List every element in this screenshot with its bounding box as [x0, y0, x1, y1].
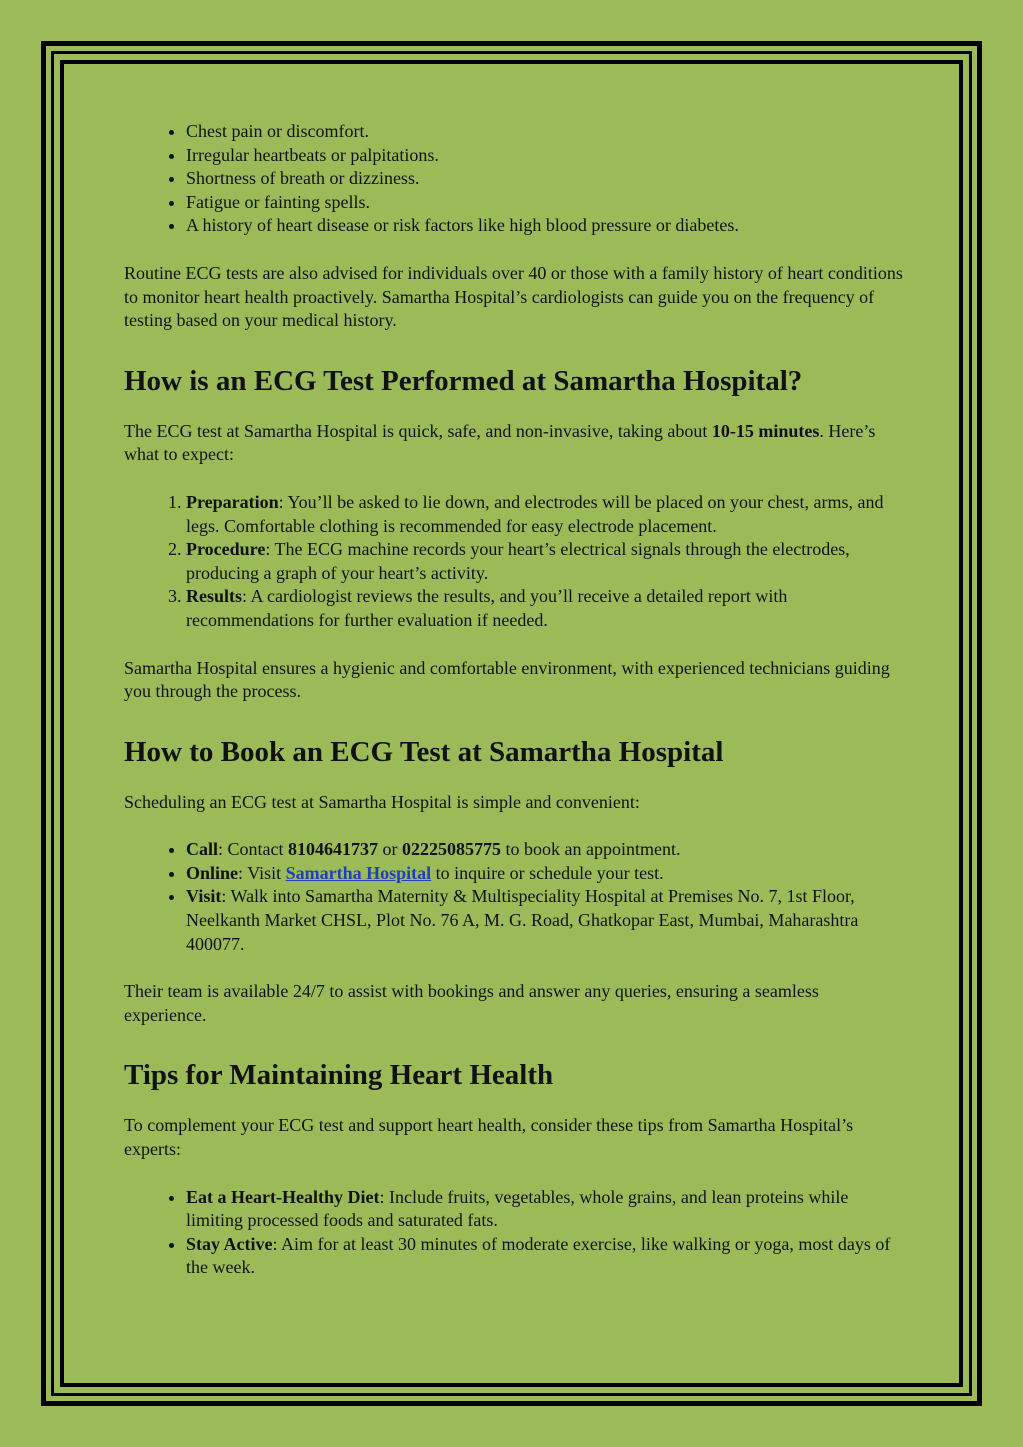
step-label: Results	[186, 586, 243, 607]
document-body	[124, 120, 904, 1280]
list-item	[186, 885, 904, 956]
phone-number-1: 8104641737	[288, 839, 379, 860]
call-label: Call	[186, 839, 219, 860]
online-label: Online	[186, 862, 239, 883]
routine-paragraph: Routine ECG tests are also advised for individuals over 40 or those with a family history of heart conditions to monitor heart health proactively. Samartha Hospital’s cardiologists can guide you on the frequency of testing based on your medical history.	[124, 262, 903, 331]
visit-text: : Walk into Samartha Maternity & Multispeciality Hospital at Premises No. 7, 1st Floor, Neelkanth Market CHSL, Plot No. 76 A, M. G. Road, Ghatkopar East, Mumbai, Maharashtra 400077.	[186, 886, 859, 954]
performed-intro-text: The ECG test at Samartha Hospital is quick, safe, and non-invasive, taking about	[124, 420, 712, 441]
step-label: Procedure	[186, 539, 266, 560]
list-item: • Chest pain or discomfort.	[186, 120, 904, 144]
book-closing: Their team is available 24/7 to assist with bookings and answer any queries, ensuring a seamless experience.	[124, 981, 819, 1025]
booking-list	[124, 838, 904, 956]
tip-label: Eat a Heart-Healthy Diet	[186, 1186, 380, 1207]
list-item: • Irregular heartbeats or palpitations.	[186, 144, 904, 168]
online-text: : Visit	[238, 862, 286, 883]
step-text: : You’ll be asked to lie down, and electrodes will be placed on your chest, arms, and legs. Comfortable clothing is recommended for easy electrode placement.	[186, 491, 884, 536]
list-item: • A history of heart disease or risk factors like high blood pressure or diabetes.	[186, 214, 904, 238]
call-tail: to book an appointment.	[501, 839, 681, 860]
tips-intro: To complement your ECG test and support heart health, consider these tips from Samartha Hospital’s experts:	[124, 1115, 854, 1160]
call-or: or	[378, 839, 403, 860]
step-text: : The ECG machine records your heart’s electrical signals through the electrodes, producing a graph of your heart’s activity.	[186, 539, 850, 583]
phone-number-2: 02225085775	[402, 839, 502, 860]
list-item: • Fatigue or fainting spells.	[186, 191, 904, 215]
tip-label: Stay Active	[186, 1233, 273, 1254]
list-item	[186, 1186, 904, 1233]
list-item	[186, 862, 904, 886]
tip-text: : Aim for at least 30 minutes of moderate exercise, like walking or yoga, most days of the week.	[186, 1233, 891, 1278]
online-tail: to inquire or schedule your test.	[431, 862, 664, 883]
book-intro: Scheduling an ECG test at Samartha Hospital is simple and convenient:	[124, 791, 640, 812]
visit-label: Visit	[186, 886, 222, 907]
step-label: Preparation	[186, 491, 279, 512]
call-text: : Contact	[218, 839, 289, 860]
list-item	[186, 491, 904, 538]
list-item	[186, 838, 904, 862]
steps-list	[124, 491, 904, 633]
tips-list	[124, 1186, 904, 1280]
performed-intro	[124, 420, 904, 467]
tip-text: : Include fruits, vegetables, whole grains, and lean proteins while limiting processed foods and saturated fats.	[186, 1186, 849, 1231]
heading-performed: How is an ECG Test Performed at Samartha Hospital?	[124, 364, 803, 397]
symptom-list	[124, 120, 904, 238]
list-item	[186, 538, 904, 585]
performed-closing: Samartha Hospital ensures a hygienic and comfortable environment, with experienced technicians guiding you through the process.	[124, 657, 890, 702]
heading-book: How to Book an ECG Test at Samartha Hospital	[124, 735, 724, 768]
list-item	[186, 585, 904, 632]
duration-value: 10-15 minutes	[711, 420, 820, 441]
list-item: • Shortness of breath or dizziness.	[186, 167, 904, 191]
performed-intro-tail: . Here’s what to expect:	[124, 420, 876, 465]
heading-tips: Tips for Maintaining Heart Health	[124, 1059, 554, 1092]
step-text: : A cardiologist reviews the results, and you’ll receive a detailed report with recommendations for further evaluation if needed.	[186, 586, 788, 630]
list-item	[186, 1233, 904, 1280]
samartha-hospital-link[interactable]: Samartha Hospital	[285, 862, 432, 883]
